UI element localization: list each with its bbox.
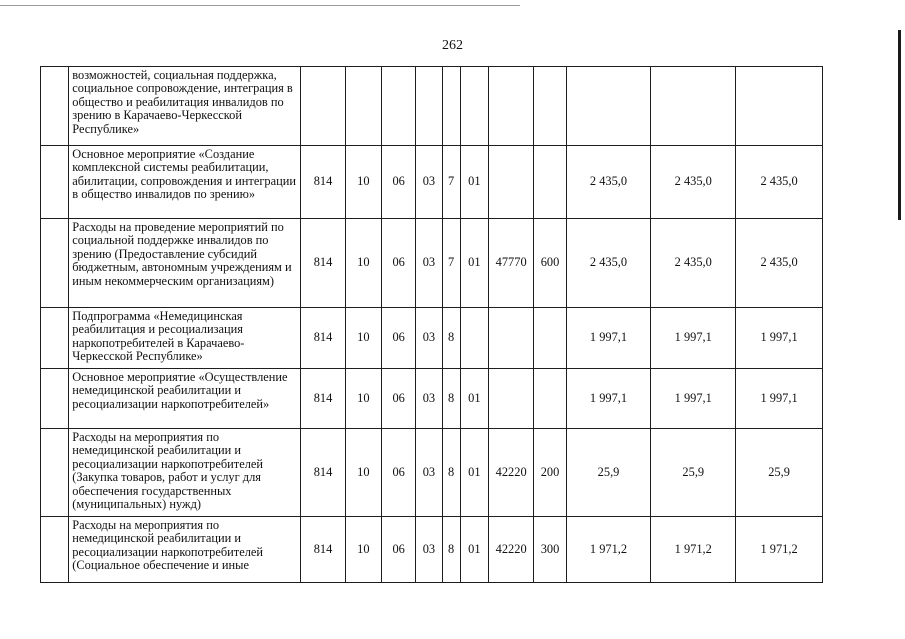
amount-year-3: 1 971,2 — [736, 517, 823, 583]
amount-year-2: 25,9 — [651, 429, 736, 517]
ministry-code: 814 — [301, 146, 345, 219]
amount-year-2: 1 971,2 — [651, 517, 736, 583]
ministry-code: 814 — [301, 517, 345, 583]
subsection-code: 06 — [382, 219, 416, 308]
direction-code — [488, 369, 533, 429]
program-code: 03 — [416, 517, 442, 583]
amount-year-3: 1 997,1 — [736, 369, 823, 429]
direction-code — [488, 146, 533, 219]
program-code: 03 — [416, 429, 442, 517]
amount-year-2: 1 997,1 — [651, 369, 736, 429]
program-code: 03 — [416, 308, 442, 369]
subsection-code — [382, 67, 416, 146]
subprogram-code: 8 — [442, 369, 460, 429]
section-code — [345, 67, 381, 146]
amount-year-1: 2 435,0 — [566, 146, 651, 219]
expense-type-code — [534, 308, 566, 369]
direction-code — [488, 67, 533, 146]
section-code: 10 — [345, 369, 381, 429]
subprogram-code: 8 — [442, 308, 460, 369]
subprogram-code: 8 — [442, 517, 460, 583]
amount-year-3: 25,9 — [736, 429, 823, 517]
empty-index-cell — [41, 369, 69, 429]
expense-type-code — [534, 67, 566, 146]
ministry-code: 814 — [301, 308, 345, 369]
subsection-code: 06 — [382, 308, 416, 369]
expense-type-code: 600 — [534, 219, 566, 308]
section-code: 10 — [345, 429, 381, 517]
subprogram-code: 7 — [442, 146, 460, 219]
event-code: 01 — [460, 146, 488, 219]
amount-year-1: 1 997,1 — [566, 369, 651, 429]
amount-year-2: 2 435,0 — [651, 146, 736, 219]
amount-year-1: 1 997,1 — [566, 308, 651, 369]
empty-index-cell — [41, 146, 69, 219]
amount-year-2: 2 435,0 — [651, 219, 736, 308]
table-row — [41, 369, 823, 429]
amount-year-3: 2 435,0 — [736, 146, 823, 219]
event-code: 01 — [460, 369, 488, 429]
row-description: Подпрограмма «Немедицинская реабилитация и ресоциализация наркопотребителей в Карачаево-Черкесской Республике» — [69, 308, 301, 369]
event-code — [460, 67, 488, 146]
amount-year-2: 1 997,1 — [651, 308, 736, 369]
amount-year-3 — [736, 67, 823, 146]
amount-year-1: 2 435,0 — [566, 219, 651, 308]
row-description: Расходы на мероприятия по немедицинской реабилитации и ресоциализации наркопотребителей (Закупка товаров, работ и услуг для обеспечения государственных (муниципальных) нужд) — [69, 429, 301, 517]
event-code — [460, 308, 488, 369]
empty-index-cell — [41, 219, 69, 308]
row-description: Расходы на проведение мероприятий по социальной поддержке инвалидов по зрению (Предоставление субсидий бюджетным, автономным учреждениям и иным некоммерческим организациям) — [69, 219, 301, 308]
event-code: 01 — [460, 219, 488, 308]
ministry-code: 814 — [301, 429, 345, 517]
empty-index-cell — [41, 429, 69, 517]
ministry-code — [301, 67, 345, 146]
section-code: 10 — [345, 517, 381, 583]
page-number: 262 — [442, 38, 463, 53]
table-row — [41, 67, 823, 146]
expense-type-code — [534, 146, 566, 219]
expense-type-code: 300 — [534, 517, 566, 583]
row-description: Основное мероприятие «Создание комплексной системы реабилитации, абилитации, сопровождения и интеграции в общество инвалидов по зрению» — [69, 146, 301, 219]
row-description: Основное мероприятие «Осуществление немедицинской реабилитации и ресоциализации наркопотребителей» — [69, 369, 301, 429]
empty-index-cell — [41, 308, 69, 369]
table-row — [41, 146, 823, 219]
expense-type-code — [534, 369, 566, 429]
subprogram-code: 8 — [442, 429, 460, 517]
row-description: возможностей, социальная поддержка, социальное сопровождение, интеграция в общество и реабилитация инвалидов по зрению в Карачаево-Черкесской Республике» — [69, 67, 301, 146]
subprogram-code — [442, 67, 460, 146]
subprogram-code: 7 — [442, 219, 460, 308]
amount-year-1 — [566, 67, 651, 146]
event-code: 01 — [460, 517, 488, 583]
scan-artifact-top-line — [0, 5, 520, 6]
section-code: 10 — [345, 146, 381, 219]
expense-type-code: 200 — [534, 429, 566, 517]
table-row — [41, 219, 823, 308]
program-code: 03 — [416, 219, 442, 308]
empty-index-cell — [41, 67, 69, 146]
subsection-code: 06 — [382, 146, 416, 219]
table-row — [41, 429, 823, 517]
table-row — [41, 308, 823, 369]
amount-year-1: 25,9 — [566, 429, 651, 517]
amount-year-1: 1 971,2 — [566, 517, 651, 583]
direction-code: 42220 — [488, 429, 533, 517]
subsection-code: 06 — [382, 517, 416, 583]
program-code: 03 — [416, 369, 442, 429]
empty-index-cell — [41, 517, 69, 583]
amount-year-3: 1 997,1 — [736, 308, 823, 369]
subsection-code: 06 — [382, 369, 416, 429]
table-row — [41, 517, 823, 583]
event-code: 01 — [460, 429, 488, 517]
direction-code: 42220 — [488, 517, 533, 583]
direction-code — [488, 308, 533, 369]
row-description: Расходы на мероприятия по немедицинской реабилитации и ресоциализации наркопотребителей (Социальное обеспечение и иные — [69, 517, 301, 583]
subsection-code: 06 — [382, 429, 416, 517]
section-code: 10 — [345, 308, 381, 369]
budget-table — [40, 66, 823, 583]
direction-code: 47770 — [488, 219, 533, 308]
ministry-code: 814 — [301, 219, 345, 308]
program-code — [416, 67, 442, 146]
amount-year-2 — [651, 67, 736, 146]
amount-year-3: 2 435,0 — [736, 219, 823, 308]
section-code: 10 — [345, 219, 381, 308]
program-code: 03 — [416, 146, 442, 219]
ministry-code: 814 — [301, 369, 345, 429]
scan-artifact-right-edge — [898, 30, 901, 220]
